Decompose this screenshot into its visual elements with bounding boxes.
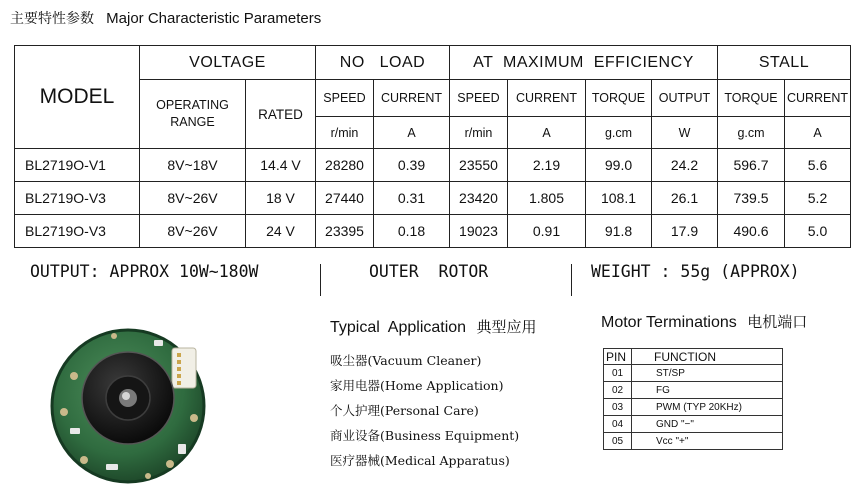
value-cell: 596.7 (718, 149, 785, 182)
max-efficiency-header: AT MAXIMUM EFFICIENCY (450, 46, 718, 80)
unit-cell: g.cm (586, 117, 652, 149)
list-item: 医疗器械(Medical Apparatus) (330, 453, 510, 468)
voltage-header: VOLTAGE (140, 46, 316, 80)
model-cell: BL2719O-V3 (15, 182, 140, 215)
divider (571, 264, 572, 296)
table-row (15, 149, 851, 182)
terminations-title (601, 311, 807, 332)
unit-cell: A (374, 117, 450, 149)
model-cell: BL2719O-V1 (15, 149, 140, 182)
function-cell: ST/SP (632, 365, 783, 382)
page-title (10, 8, 321, 28)
no-load-header: NO LOAD (316, 46, 450, 80)
me-speed-header: SPEED (450, 80, 508, 117)
value-cell: 99.0 (586, 149, 652, 182)
application-title-cn: 典型应用 (476, 318, 537, 336)
range-cell: 8V~26V (140, 215, 246, 248)
value-cell: 91.8 (586, 215, 652, 248)
value-cell: 5.6 (785, 149, 851, 182)
rated-cell: 24 V (246, 215, 316, 248)
weight-summary: WEIGHT : 55g (APPROX) (591, 262, 800, 281)
value-cell: 17.9 (652, 215, 718, 248)
application-list (330, 348, 519, 473)
pin-table (603, 348, 783, 450)
value-cell: 108.1 (586, 182, 652, 215)
pin-cell: 02 (604, 382, 632, 399)
pin-cell: 03 (604, 399, 632, 416)
connector (172, 348, 196, 388)
unit-cell: r/min (450, 117, 508, 149)
value-cell: 28280 (316, 149, 374, 182)
value-cell: 26.1 (652, 182, 718, 215)
value-cell: 23395 (316, 215, 374, 248)
rated-cell: 14.4 V (246, 149, 316, 182)
value-cell: 0.91 (508, 215, 586, 248)
output-summary: OUTPUT: APPROX 10W~180W (30, 262, 259, 281)
value-cell: 24.2 (652, 149, 718, 182)
table-row (604, 399, 783, 416)
terminations-title-cn: 电机端口 (747, 313, 808, 331)
value-cell: 23420 (450, 182, 508, 215)
value-cell: 490.6 (718, 215, 785, 248)
value-cell: 2.19 (508, 149, 586, 182)
value-cell: 19023 (450, 215, 508, 248)
application-title-en: Typical Application (330, 319, 467, 336)
pin-table-header (604, 349, 783, 365)
value-cell: 0.39 (374, 149, 450, 182)
operating-range-header: OPERATING RANGE (140, 80, 246, 149)
page-title-cn: 主要特性参数 (10, 11, 94, 27)
spec-table (14, 45, 851, 248)
stall-torque-header: TORQUE (718, 80, 785, 117)
unit-cell: A (785, 117, 851, 149)
stall-header: STALL (718, 46, 851, 80)
range-cell: 8V~18V (140, 149, 246, 182)
value-cell: 23550 (450, 149, 508, 182)
list-item: 吸尘器(Vacuum Cleaner) (330, 353, 482, 368)
table-row (15, 182, 851, 215)
rated-cell: 18 V (246, 182, 316, 215)
value-cell: 0.18 (374, 215, 450, 248)
rated-header: RATED (246, 80, 316, 149)
model-cell: BL2719O-V3 (15, 215, 140, 248)
unit-cell: r/min (316, 117, 374, 149)
list-item: 个人护理(Personal Care) (330, 403, 479, 418)
shaft-highlight (122, 392, 130, 400)
unit-cell: g.cm (718, 117, 785, 149)
range-cell: 8V~26V (140, 182, 246, 215)
unit-cell: A (508, 117, 586, 149)
function-header: FUNCTION (632, 349, 783, 365)
nl-speed-header: SPEED (316, 80, 374, 117)
function-cell: Vcc "+" (632, 433, 783, 450)
value-cell: 27440 (316, 182, 374, 215)
value-cell: 5.2 (785, 182, 851, 215)
me-torque-header: TORQUE (586, 80, 652, 117)
me-current-header: CURRENT (508, 80, 586, 117)
table-row (604, 382, 783, 399)
divider (320, 264, 321, 296)
list-item: 家用电器(Home Application) (330, 378, 504, 393)
pin-header: PIN (604, 349, 632, 365)
table-row (15, 215, 851, 248)
pin-cell: 05 (604, 433, 632, 450)
page-title-en: Major Characteristic Parameters (106, 10, 322, 27)
terminations-title-en: Motor Terminations (601, 314, 737, 331)
pin-cell: 01 (604, 365, 632, 382)
table-row (604, 365, 783, 382)
motor-photo (44, 318, 212, 486)
me-output-header: OUTPUT (652, 80, 718, 117)
table-row (604, 433, 783, 450)
table-row (604, 416, 783, 433)
pin-cell: 04 (604, 416, 632, 433)
stall-current-header: CURRENT (785, 80, 851, 117)
application-title (330, 316, 537, 337)
function-cell: GND "−" (632, 416, 783, 433)
model-header: MODEL (15, 46, 140, 149)
list-item: 商业设备(Business Equipment) (330, 428, 520, 443)
function-cell: PWM (TYP 20KHz) (632, 399, 783, 416)
value-cell: 1.805 (508, 182, 586, 215)
value-cell: 5.0 (785, 215, 851, 248)
value-cell: 739.5 (718, 182, 785, 215)
function-cell: FG (632, 382, 783, 399)
unit-cell: W (652, 117, 718, 149)
rotor-summary: OUTER ROTOR (369, 262, 489, 281)
value-cell: 0.31 (374, 182, 450, 215)
nl-current-header: CURRENT (374, 80, 450, 117)
